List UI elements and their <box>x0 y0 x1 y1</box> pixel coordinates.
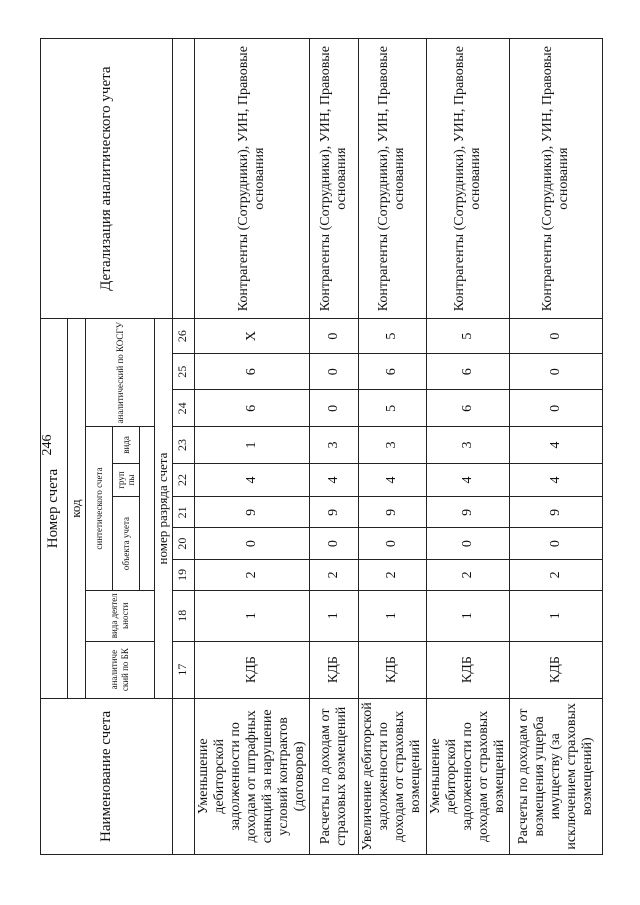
row-cell: 4 <box>194 463 310 496</box>
row-name: Расчеты по доходам от возмещения ущерба имуществу (за исключением страховых возмещений) <box>510 698 603 854</box>
row-cell: 6 <box>194 390 310 427</box>
row-cell: 1 <box>426 590 509 641</box>
digit-19: 19 <box>172 559 194 590</box>
row-cell: 5 <box>359 390 426 427</box>
row-cell: 2 <box>426 559 509 590</box>
row-cell: 3 <box>426 427 509 464</box>
row-bk: КДБ <box>359 641 426 698</box>
table-row <box>310 39 359 855</box>
row-cell: 0 <box>510 353 603 390</box>
digit-17: 17 <box>172 641 194 698</box>
row-cell: 9 <box>510 497 603 528</box>
row-cell: 0 <box>510 390 603 427</box>
row-cell: 1 <box>194 427 310 464</box>
row-cell: 0 <box>310 528 359 559</box>
row-cell: X <box>194 319 310 354</box>
row-bk: КДБ <box>510 641 603 698</box>
row-cell: 4 <box>510 463 603 496</box>
row-cell: 2 <box>194 559 310 590</box>
header-kosgu: аналитический по КОСГУ <box>85 319 154 427</box>
table-row <box>426 39 509 855</box>
row-cell: 0 <box>310 390 359 427</box>
digit-25: 25 <box>172 353 194 390</box>
row-cell: 6 <box>194 353 310 390</box>
row-cell: 0 <box>194 528 310 559</box>
header-account-name: Наименование счета <box>41 698 173 854</box>
table-row <box>359 39 426 855</box>
row-cell: 4 <box>426 463 509 496</box>
row-cell: 2 <box>359 559 426 590</box>
digit-row-empty <box>172 698 194 854</box>
row-cell: 2 <box>310 559 359 590</box>
row-cell: 0 <box>426 528 509 559</box>
row-cell: 0 <box>510 319 603 354</box>
row-cell: 4 <box>359 463 426 496</box>
row-cell: 1 <box>510 590 603 641</box>
row-bk: КДБ <box>310 641 359 698</box>
header-kind: вида <box>112 427 139 464</box>
header-group: груп пы <box>112 463 139 496</box>
row-cell: 5 <box>426 319 509 354</box>
table-row <box>194 39 310 855</box>
row-cell: 0 <box>310 319 359 354</box>
row-cell: 9 <box>359 497 426 528</box>
row-cell: 5 <box>359 319 426 354</box>
row-cell: 3 <box>359 427 426 464</box>
row-cell: 0 <box>510 528 603 559</box>
row-detail: Контрагенты (Сотрудники), УИН, Правовые основания <box>359 39 426 319</box>
row-cell: 9 <box>310 497 359 528</box>
row-name: Расчеты по доходам от страховых возмещений <box>310 698 359 854</box>
row-cell: 1 <box>359 590 426 641</box>
row-cell: 0 <box>310 353 359 390</box>
digit-20: 20 <box>172 528 194 559</box>
row-name: Уменьшение дебиторской задолженности по доходам от штрафных санкций за нарушение условий контрактов (договоров) <box>194 698 310 854</box>
row-name: Уменьшение дебиторской задолженности по доходам от страховых возмещений <box>426 698 509 854</box>
digit-22: 22 <box>172 463 194 496</box>
header-account-number: Номер счета <box>41 319 68 698</box>
header-detail: Детализация аналитического учета <box>41 39 173 319</box>
row-cell: 9 <box>194 497 310 528</box>
row-detail: Контрагенты (Сотрудники), УИН, Правовые основания <box>194 39 310 319</box>
digit-24: 24 <box>172 390 194 427</box>
header-synthetic: синтетического счета <box>85 427 112 591</box>
row-bk: КДБ <box>426 641 509 698</box>
table-row <box>510 39 603 855</box>
row-cell: 4 <box>510 427 603 464</box>
row-cell: 2 <box>510 559 603 590</box>
header-account-object: объекта учета <box>112 497 139 591</box>
header-analytic-bk: аналитиче ский по БК <box>85 641 154 698</box>
account-table <box>40 38 603 855</box>
row-cell: 6 <box>426 390 509 427</box>
digit-row-empty-right <box>172 39 194 319</box>
digit-18: 18 <box>172 590 194 641</box>
row-detail: Контрагенты (Сотрудники), УИН, Правовые основания <box>510 39 603 319</box>
row-detail: Контрагенты (Сотрудники), УИН, Правовые основания <box>310 39 359 319</box>
row-cell: 3 <box>310 427 359 464</box>
row-cell: 6 <box>426 353 509 390</box>
row-cell: 1 <box>310 590 359 641</box>
header-code: код <box>68 319 86 698</box>
row-cell: 4 <box>310 463 359 496</box>
digit-26: 26 <box>172 319 194 354</box>
header-activity-type: вида деятел ьности <box>85 590 154 641</box>
document-page <box>40 38 603 855</box>
page-number: 246 <box>40 434 55 456</box>
digit-23: 23 <box>172 427 194 464</box>
row-cell: 1 <box>194 590 310 641</box>
header-digit-number: номер разряда счета <box>154 319 172 698</box>
row-name: Увеличение дебиторской задолженности по доходам от страховых возмещений <box>359 698 426 854</box>
row-cell: 9 <box>426 497 509 528</box>
row-cell: 6 <box>359 353 426 390</box>
row-detail: Контрагенты (Сотрудники), УИН, Правовые основания <box>426 39 509 319</box>
digit-21: 21 <box>172 497 194 528</box>
row-cell: 0 <box>359 528 426 559</box>
row-bk: КДБ <box>194 641 310 698</box>
